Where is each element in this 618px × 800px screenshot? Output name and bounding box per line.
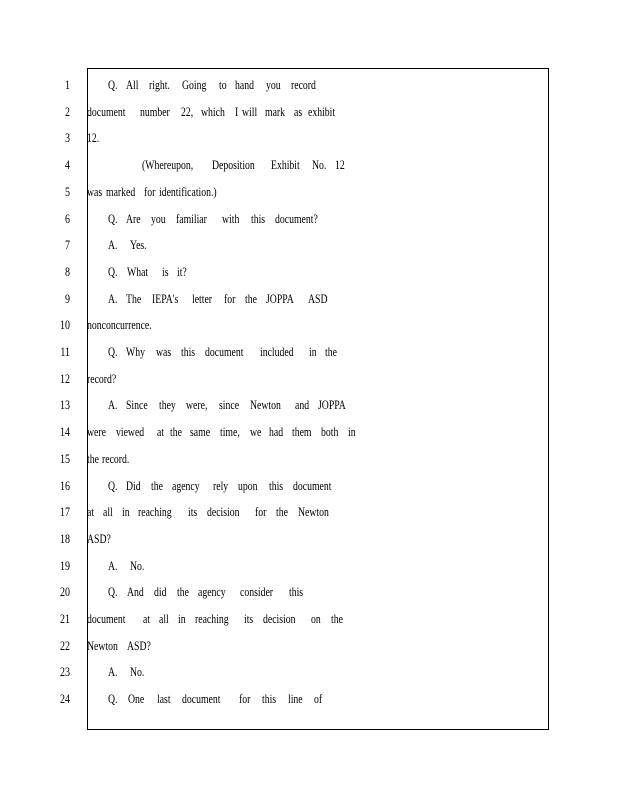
transcript-line: Q. One last document for this line of xyxy=(108,692,323,707)
line-number: 11 xyxy=(60,345,70,359)
transcript-line: Newton ASD? xyxy=(87,638,151,653)
transcript-line: the record. xyxy=(87,451,130,466)
line-number: 17 xyxy=(60,505,70,520)
line-number: 2 xyxy=(65,104,70,119)
transcript-line: A. Yes. xyxy=(108,238,147,253)
line-number: 6 xyxy=(65,211,70,226)
transcript-line: A. No. xyxy=(108,665,144,680)
transcript-line: 12. xyxy=(87,131,100,146)
transcript-line: nonconcurrence. xyxy=(87,318,152,333)
transcript-line: Q. And did the agency consider this xyxy=(108,585,303,600)
transcript-line: document at all in reaching its decision on the xyxy=(87,612,343,626)
line-number: 18 xyxy=(60,531,70,546)
transcript-line: A. Since they were, since Newton and JOPPA xyxy=(108,398,347,413)
transcript-line: Q. Did the agency rely upon this document xyxy=(108,478,332,493)
line-number: 4 xyxy=(65,158,70,173)
transcript-line: record? xyxy=(87,371,117,386)
line-number: 7 xyxy=(65,238,70,253)
line-number: 19 xyxy=(60,558,70,573)
line-number: 13 xyxy=(60,398,70,413)
line-number: 9 xyxy=(65,291,70,306)
line-number: 15 xyxy=(60,451,70,466)
line-number: 23 xyxy=(60,665,70,680)
line-number: 21 xyxy=(60,612,70,626)
line-number: 20 xyxy=(60,585,70,600)
transcript-line: document number 22, which I will mark as exhibit xyxy=(87,104,336,119)
transcript-line: were viewed at the same time, we had them both in xyxy=(87,425,356,440)
line-number: 24 xyxy=(60,692,70,707)
transcript-line: (Whereupon, Deposition Exhibit No. 12 xyxy=(142,158,345,173)
transcript-line: A. No. xyxy=(108,558,144,573)
line-number: 3 xyxy=(65,131,70,146)
line-number: 1 xyxy=(65,78,70,92)
transcript-line: was marked for identification.) xyxy=(87,184,217,199)
line-number: 14 xyxy=(60,425,70,440)
line-number: 8 xyxy=(65,264,70,279)
line-number: 10 xyxy=(60,318,70,333)
line-number: 22 xyxy=(60,638,70,653)
transcript-line: Q. All right. Going to hand you record xyxy=(108,78,316,92)
line-number: 16 xyxy=(60,478,70,493)
transcript-line: Q. What is it? xyxy=(108,264,188,279)
transcript-line: Q. Why was this document included in the xyxy=(108,345,337,359)
transcript-line: A. The IEPA's letter for the JOPPA ASD xyxy=(108,291,328,306)
line-number: 5 xyxy=(65,184,70,199)
line-number: 12 xyxy=(60,371,70,386)
transcript-line: Q. Are you familiar with this document? xyxy=(108,211,318,226)
transcript-line: ASD? xyxy=(87,531,111,546)
transcript-line: at all in reaching its decision for the Newton xyxy=(87,505,330,520)
